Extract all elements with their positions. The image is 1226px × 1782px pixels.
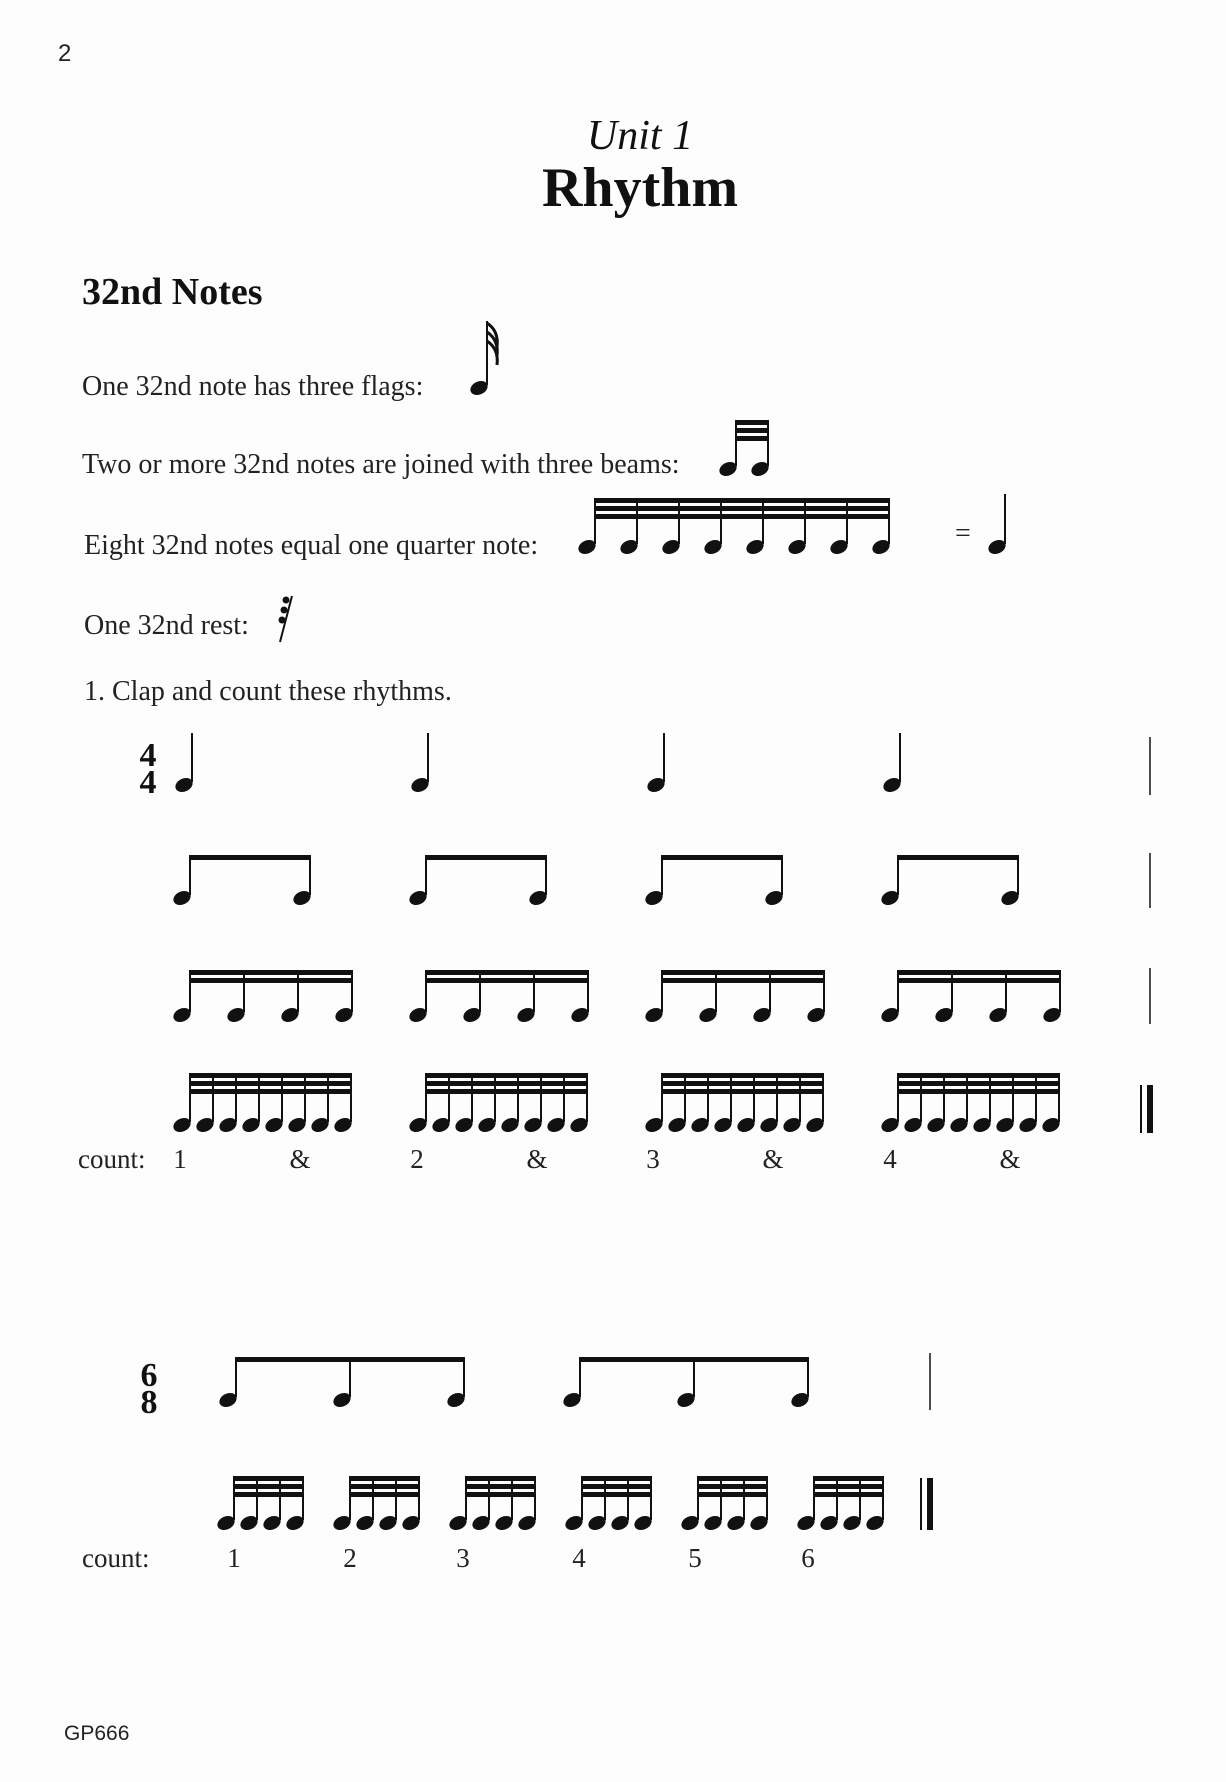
- definition-rest: One 32nd rest:: [84, 610, 249, 641]
- beam: [189, 1081, 352, 1086]
- beam: [661, 1089, 824, 1094]
- count-item: &: [999, 1144, 1021, 1174]
- count-item: &: [762, 1144, 784, 1174]
- beam: [897, 855, 1019, 860]
- count-item: &: [526, 1144, 548, 1174]
- count-label-6-8: count:: [82, 1543, 150, 1573]
- beam: [189, 1089, 352, 1094]
- beam: [581, 1492, 652, 1497]
- beam: [897, 1081, 1060, 1086]
- beam: [349, 1476, 420, 1481]
- exercise-instruction: 1. Clap and count these rhythms.: [84, 676, 452, 707]
- unit-label: Unit 1: [586, 113, 694, 159]
- beam: [189, 1073, 352, 1078]
- count-label-4-4: count:: [78, 1144, 146, 1174]
- time-signature-bottom: 4: [139, 764, 157, 801]
- beam: [465, 1492, 536, 1497]
- beam: [189, 970, 353, 975]
- page-number: 2: [58, 40, 72, 67]
- beam: [349, 1492, 420, 1497]
- beam: [425, 970, 589, 975]
- beam: [897, 1073, 1060, 1078]
- beam: [581, 1476, 652, 1481]
- beam: [897, 970, 1061, 975]
- beam: [897, 1089, 1060, 1094]
- beam: [697, 1476, 768, 1481]
- beam: [349, 1484, 420, 1489]
- beam: [235, 1357, 465, 1362]
- beam: [661, 1081, 824, 1086]
- time-signature-top: 6: [140, 1357, 158, 1394]
- beam: [661, 1073, 824, 1078]
- beam: [661, 855, 783, 860]
- beam: [697, 1492, 768, 1497]
- beam: [813, 1492, 884, 1497]
- count-item: 5: [688, 1543, 702, 1573]
- count-item: 2: [343, 1543, 357, 1573]
- beam: [425, 1081, 588, 1086]
- definition-equal-quarter: Eight 32nd notes equal one quarter note:: [84, 530, 539, 561]
- beam: [233, 1492, 304, 1497]
- beam: [189, 978, 353, 983]
- equals-sign: =: [955, 518, 971, 549]
- beam: [465, 1476, 536, 1481]
- beam: [661, 970, 825, 975]
- section-title: 32nd Notes: [82, 271, 263, 313]
- count-item: &: [289, 1144, 311, 1174]
- beam: [813, 1484, 884, 1489]
- beam: [697, 1484, 768, 1489]
- footer-code: GP666: [64, 1722, 130, 1745]
- beam: [813, 1476, 884, 1481]
- definition-three-beams: Two or more 32nd notes are joined with three beams:: [82, 449, 680, 480]
- beam: [425, 1073, 588, 1078]
- count-item: 4: [572, 1543, 586, 1573]
- beam: [233, 1476, 304, 1481]
- beam: [897, 978, 1061, 983]
- beam: [661, 978, 825, 983]
- count-item: 4: [883, 1144, 897, 1174]
- beam: [425, 855, 547, 860]
- beam: [581, 1484, 652, 1489]
- count-item: 1: [173, 1144, 187, 1174]
- beam: [233, 1484, 304, 1489]
- beam: [465, 1484, 536, 1489]
- definition-three-flags: One 32nd note has three flags:: [82, 371, 424, 402]
- beam: [425, 1089, 588, 1094]
- count-item: 3: [456, 1543, 470, 1573]
- count-item: 2: [410, 1144, 424, 1174]
- time-signature-6-8: [134, 1357, 164, 1421]
- beam: [425, 978, 589, 983]
- beam: [579, 1357, 809, 1362]
- count-item: 1: [227, 1543, 241, 1573]
- page-title: Rhythm: [541, 157, 739, 219]
- count-item: 6: [801, 1543, 815, 1573]
- beam: [189, 855, 311, 860]
- count-item: 3: [646, 1144, 660, 1174]
- time-signature-bottom: 8: [140, 1384, 158, 1421]
- time-signature-top: 4: [139, 737, 157, 774]
